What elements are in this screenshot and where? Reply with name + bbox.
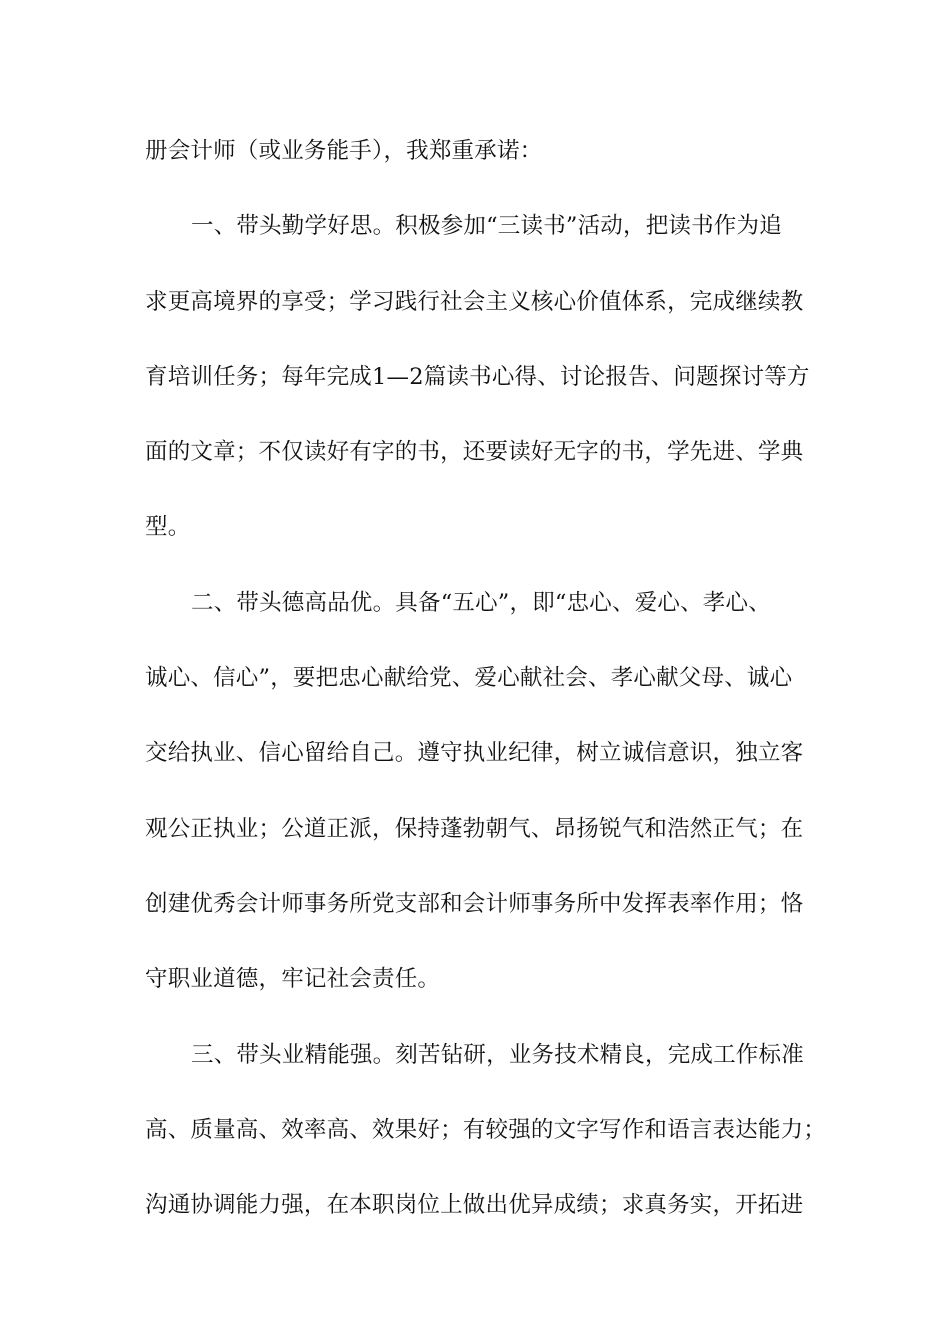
paragraph-1-start: 一、带头勤学好思。积极参加“三读书”活动，把读书作为追: [191, 213, 782, 240]
text-line: 高、质量高、效率高、效果好；有较强的文字写作和语言表达能力；: [145, 1116, 827, 1143]
paragraph-3-start: 三、带头业精能强。刻苦钻研，业务技术精良，完成工作标准: [191, 1041, 804, 1068]
text-line: 求更高境界的享受；学习践行社会主义核心价值体系，完成继续教: [145, 288, 804, 315]
document-body: [145, 131, 835, 1260]
text-line: 沟通协调能力强，在本职岗位上做出优异成绩；求真务实，开拓进: [145, 1192, 804, 1219]
text-line: 交给执业、信心留给自己。遵守执业纪律，树立诚信意识，独立客: [145, 740, 804, 767]
paragraph-2-start: 二、带头德高品优。具备“五心”，即“忠心、爱心、孝心、: [191, 589, 771, 616]
text-line: 册会计师（或业务能手），我郑重承诺：: [145, 138, 543, 164]
text-line: 创建优秀会计师事务所党支部和会计师事务所中发挥表率作用；恪: [145, 890, 804, 917]
text-line: 育培训任务；每年完成1—2篇读书心得、讨论报告、问题探讨等方: [145, 363, 810, 390]
text-line: 守职业道德，牢记社会责任。: [145, 966, 441, 993]
text-line: 观公正执业；公道正派，保持蓬勃朝气、昂扬锐气和浩然正气；在: [145, 815, 804, 842]
text-line: 诚心、信心”，要把忠心献给党、爱心献社会、孝心献父母、诚心: [145, 665, 793, 692]
text-line: 型。: [145, 514, 191, 541]
text-line: 面的文章；不仅读好有字的书，还要读好无字的书，学先进、学典: [145, 439, 804, 466]
